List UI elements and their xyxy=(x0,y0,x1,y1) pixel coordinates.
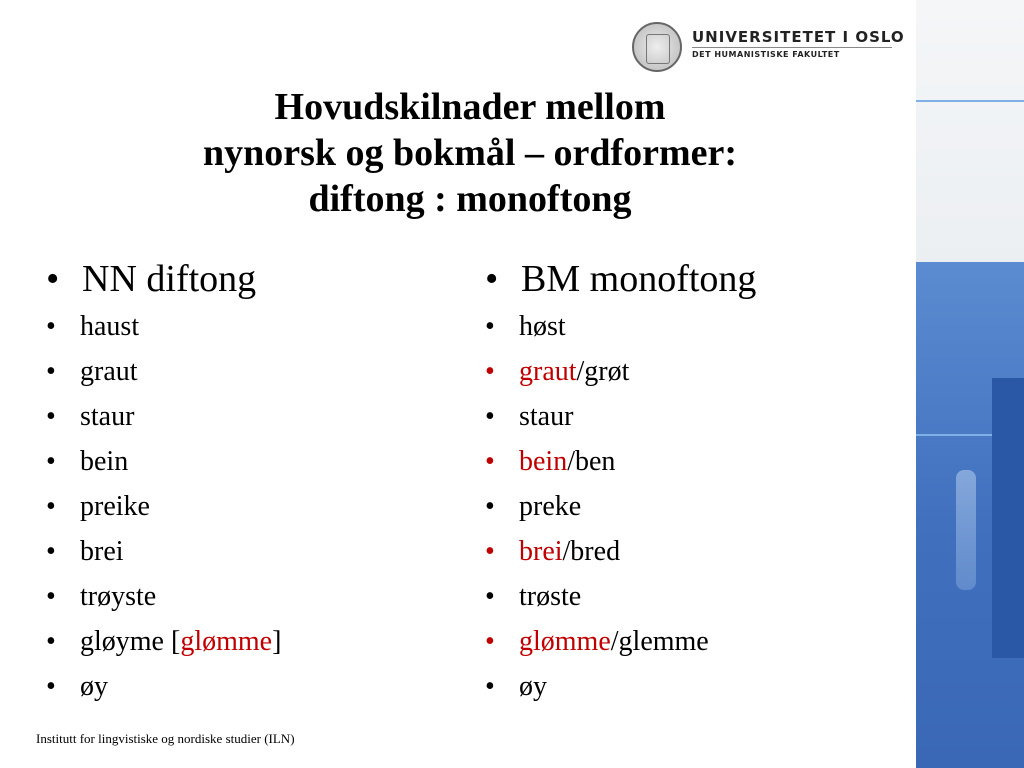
bullet: • xyxy=(485,258,499,300)
highlighted-word: brei xyxy=(519,536,563,567)
bullet: • xyxy=(485,671,495,702)
side-panel-block xyxy=(992,378,1024,658)
bullet: • xyxy=(485,491,495,522)
bullet: • xyxy=(46,258,60,300)
slide-title xyxy=(120,84,820,222)
side-panel-statue-image xyxy=(956,470,976,590)
bullet-red: • xyxy=(485,626,495,657)
bullet-red: • xyxy=(485,536,495,567)
footer-text: Institutt for lingvistiske og nordiske studier (ILN) xyxy=(36,731,295,746)
list-item: • gløyme [glømme] xyxy=(38,619,281,664)
logo-divider xyxy=(692,47,892,48)
logo-title: UNIVERSITETET I OSLO xyxy=(692,28,905,46)
logo-subtitle: DET HUMANISTISKE FAKULTET xyxy=(692,50,840,59)
list-item: • graut xyxy=(38,349,281,394)
highlighted-word: graut xyxy=(519,356,577,387)
bullet: • xyxy=(485,401,495,432)
list-item: • staur xyxy=(38,394,281,439)
bullet: • xyxy=(46,446,56,477)
university-seal-icon xyxy=(632,22,682,72)
list-item: • øy xyxy=(477,664,756,709)
left-column-heading: • NN diftong xyxy=(38,254,281,304)
left-column-list xyxy=(38,254,281,709)
right-column-heading: • BM monoftong xyxy=(477,254,756,304)
highlighted-word: bein xyxy=(519,446,568,477)
side-panel-line xyxy=(916,100,1024,102)
bullet: • xyxy=(46,401,56,432)
list-item: • preike xyxy=(38,484,281,529)
list-item: • brei xyxy=(38,529,281,574)
list-item: • glømme/glemme xyxy=(477,619,756,664)
bullet: • xyxy=(46,491,56,522)
list-item: • trøyste xyxy=(38,574,281,619)
title-line-2: nynorsk og bokmål – ordformer: xyxy=(202,132,738,174)
bullet-red: • xyxy=(485,356,495,387)
list-item: • brei/bred xyxy=(477,529,756,574)
right-column-list xyxy=(477,254,756,709)
bullet: • xyxy=(46,311,56,342)
list-item: • staur xyxy=(477,394,756,439)
bullet: • xyxy=(46,536,56,567)
bullet: • xyxy=(485,311,495,342)
list-item: • bein xyxy=(38,439,281,484)
highlighted-word: glømme xyxy=(519,626,611,657)
university-logo xyxy=(632,20,905,72)
bullet: • xyxy=(46,581,56,612)
bullet: • xyxy=(485,581,495,612)
list-item: • øy xyxy=(38,664,281,709)
title-line-3: diftong : monoftong xyxy=(308,178,632,220)
list-item: • graut/grøt xyxy=(477,349,756,394)
bullet: • xyxy=(46,356,56,387)
bullet: • xyxy=(46,671,56,702)
title-line-1: Hovudskilnader mellom xyxy=(274,86,666,128)
list-item: • høst xyxy=(477,304,756,349)
bullet-red: • xyxy=(485,446,495,477)
decorative-side-panel xyxy=(916,0,1024,768)
highlighted-word: glømme xyxy=(180,626,273,657)
list-item: • trøste xyxy=(477,574,756,619)
side-panel-top xyxy=(916,0,1024,262)
list-item: • preke xyxy=(477,484,756,529)
list-item: • bein/ben xyxy=(477,439,756,484)
bullet: • xyxy=(46,626,56,657)
list-item: • haust xyxy=(38,304,281,349)
